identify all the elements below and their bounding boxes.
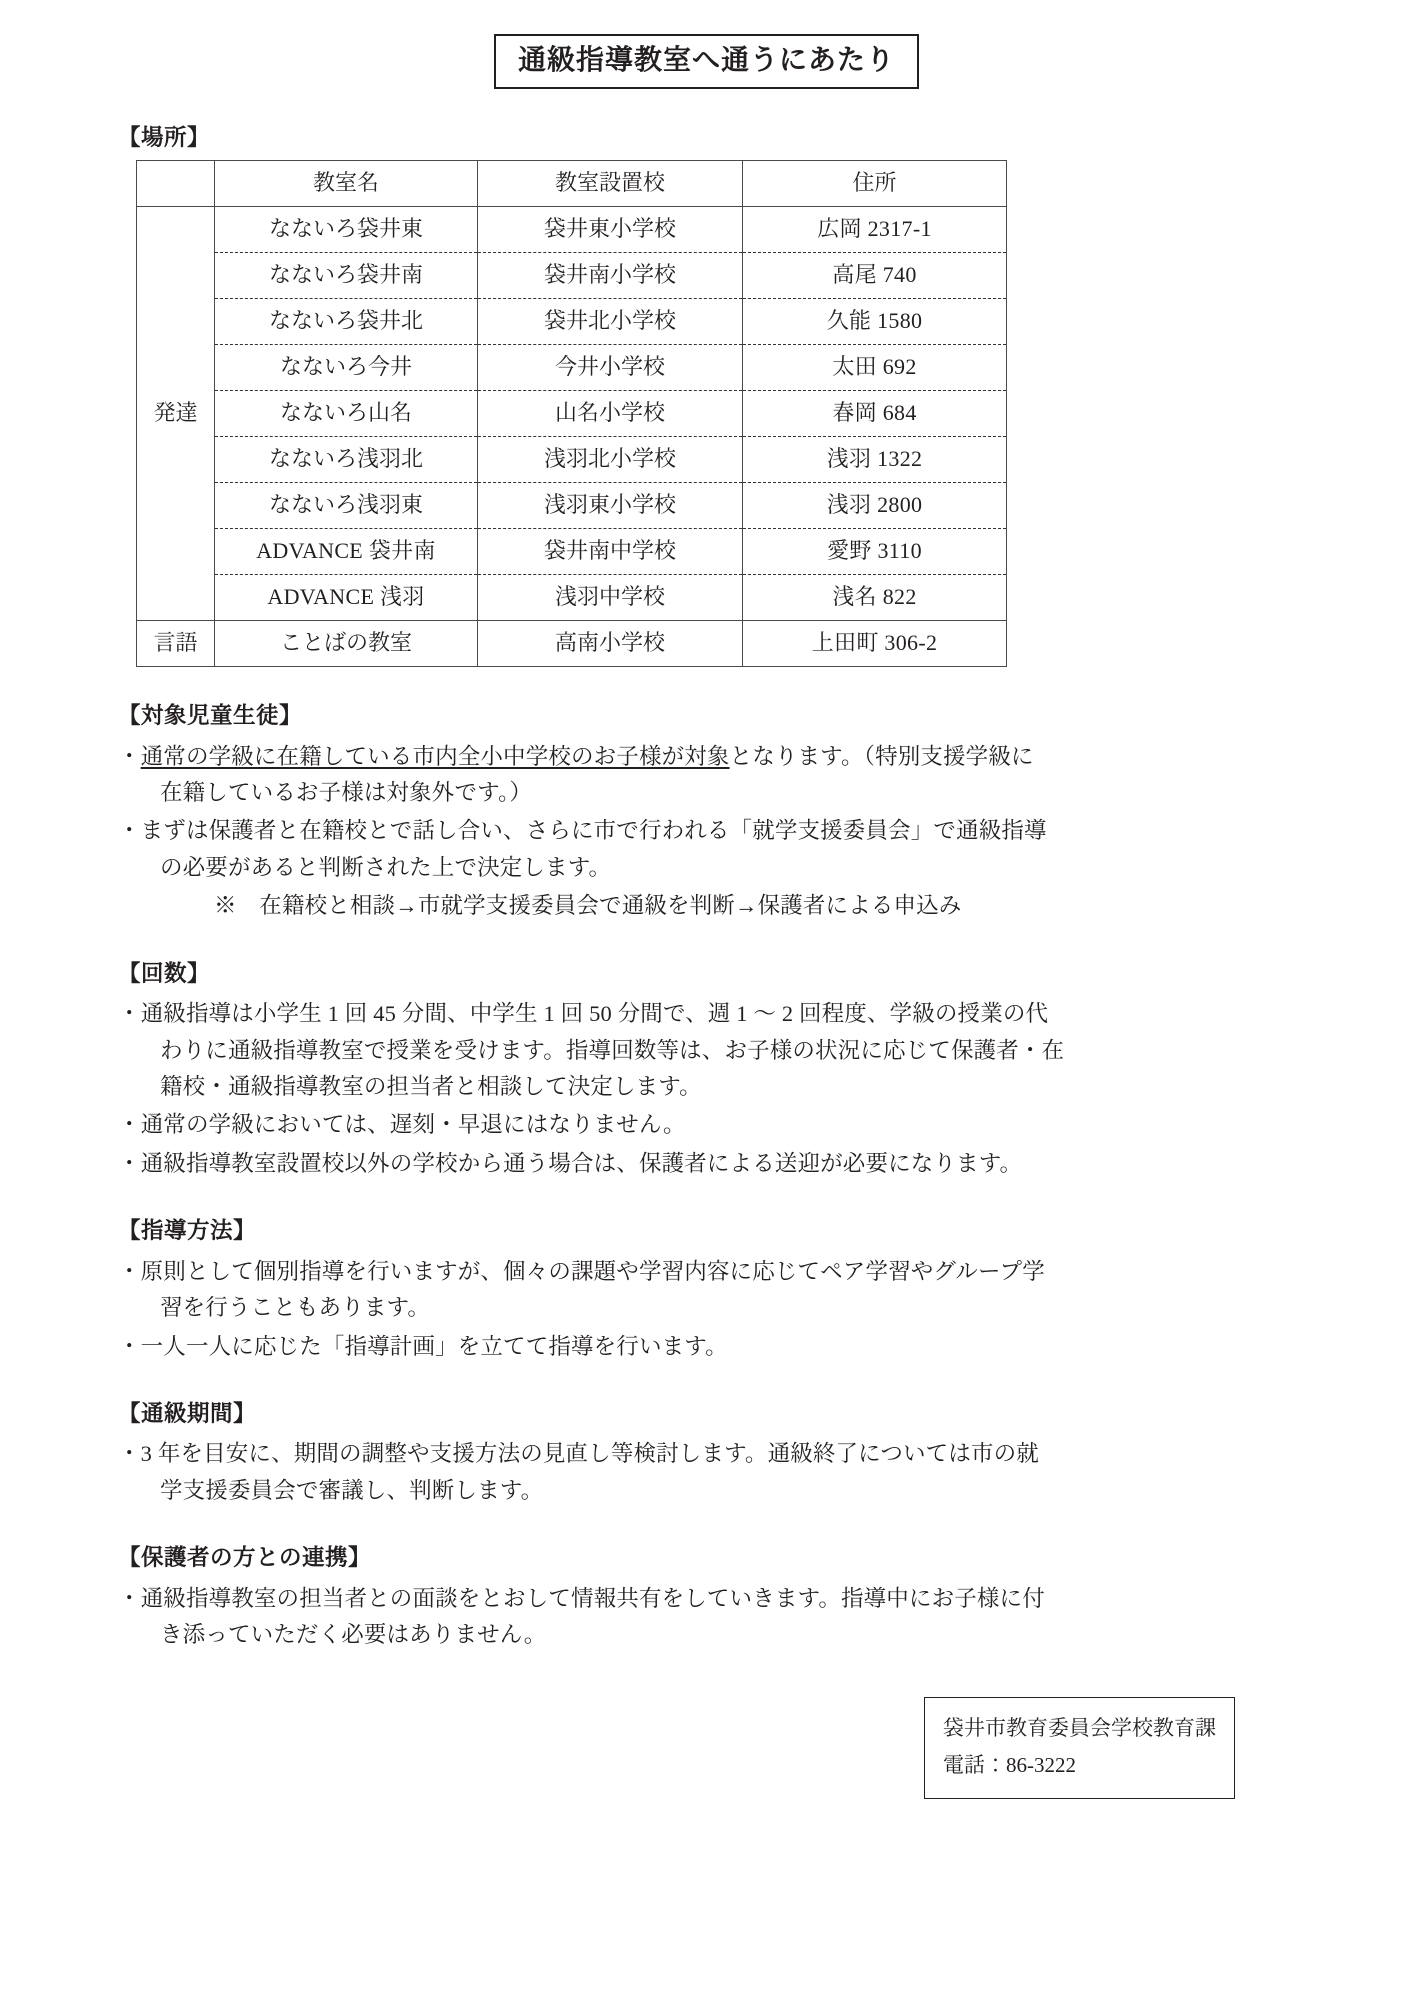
category-development: 発達 (137, 207, 215, 621)
section-heading-period: 【通級期間】 (118, 1400, 257, 1427)
bullet-marker: ・ (118, 1585, 141, 1611)
list-item-text: 3 年を目安に、期間の調整や支援方法の見直し等検討します。通級終了については市の就 (140, 1441, 1039, 1467)
list-item (118, 996, 1295, 1105)
bullet-marker: ・ (118, 818, 141, 844)
table-row (137, 575, 1007, 621)
cell-address: 上田町 306-2 (743, 621, 1007, 667)
header-address: 住所 (743, 161, 1007, 207)
list-item-text: 通常の学級においては、遅刻・早退にはなりません。 (140, 1112, 686, 1138)
table-row (137, 529, 1007, 575)
table-row (137, 483, 1007, 529)
cell-host-school: 袋井南中学校 (478, 529, 743, 575)
cell-host-school: 浅羽東小学校 (478, 483, 743, 529)
list-item-continuation: わりに通級指導教室で授業を受けます。指導回数等は、お子様の状況に応じて保護者・在 (160, 1037, 1065, 1063)
places-table-wrap (136, 160, 1295, 667)
cell-host-school: 浅羽中学校 (478, 575, 743, 621)
footer-row (118, 1697, 1235, 1799)
list-item-text: まずは保護者と在籍校とで話し合い、さらに市で行われる「就学支援委員会」で通級指導 (140, 818, 1047, 844)
list-item-continuation: き添っていただく必要はありません。 (160, 1622, 547, 1648)
method-body (118, 1254, 1295, 1365)
bullet-marker: ・ (118, 1333, 141, 1359)
cell-address: 愛野 3110 (743, 529, 1007, 575)
cell-host-school: 袋井北小学校 (478, 299, 743, 345)
table-row (137, 299, 1007, 345)
table-row (137, 207, 1007, 253)
list-item (118, 1146, 1295, 1182)
cell-address: 広岡 2317-1 (743, 207, 1007, 253)
list-item-text: 原則として個別指導を行いますが、個々の課題や学習内容に応じてペア学習やグループ学 (140, 1258, 1045, 1284)
list-item-continuation: 籍校・通級指導教室の担当者と相談して決定します。 (160, 1073, 702, 1099)
cell-address: 太田 692 (743, 345, 1007, 391)
cell-classroom-name: ことばの教室 (215, 621, 478, 667)
cell-host-school: 浅羽北小学校 (478, 437, 743, 483)
frequency-body (118, 996, 1295, 1182)
list-item (118, 1436, 1295, 1509)
contact-office: 袋井市教育委員会学校教育課 (943, 1716, 1216, 1741)
cell-host-school: 袋井南小学校 (478, 253, 743, 299)
section-heading-frequency: 【回数】 (118, 960, 211, 987)
header-classroom-name: 教室名 (215, 161, 478, 207)
period-body (118, 1436, 1295, 1509)
cell-classroom-name: ADVANCE 袋井南 (215, 529, 478, 575)
list-item (118, 1581, 1295, 1654)
cell-classroom-name: なないろ浅羽北 (215, 437, 478, 483)
table-row (137, 391, 1007, 437)
cell-classroom-name: なないろ今井 (215, 345, 478, 391)
section-heading-method: 【指導方法】 (118, 1218, 257, 1245)
list-item (118, 813, 1295, 886)
emphasis-text: 通常の学級に在籍している市内全小中学校のお子様が対象 (140, 743, 730, 769)
section-heading-target-students: 【対象児童生徒】 (118, 703, 303, 730)
cell-classroom-name: なないろ袋井南 (215, 253, 478, 299)
list-item (118, 1254, 1295, 1327)
cell-host-school: 袋井東小学校 (478, 207, 743, 253)
target-students-body (118, 739, 1295, 925)
cooperation-body (118, 1581, 1295, 1654)
cell-host-school: 山名小学校 (478, 391, 743, 437)
bullet-marker: ・ (118, 1441, 141, 1467)
title-row (118, 34, 1295, 89)
bullet-marker: ・ (118, 743, 141, 769)
cell-classroom-name: なないろ浅羽東 (215, 483, 478, 529)
list-item-text: 通級指導は小学生 1 回 45 分間、中学生 1 回 50 分間で、週 1 ～ 2 回程度、学級の授業の代 (140, 1001, 1049, 1027)
cell-address: 浅羽 2800 (743, 483, 1007, 529)
table-row (137, 437, 1007, 483)
bullet-marker: ・ (118, 1258, 141, 1284)
list-item-text: 一人一人に応じた「指導計画」を立てて指導を行います。 (140, 1333, 728, 1359)
cell-address: 久能 1580 (743, 299, 1007, 345)
section-heading-cooperation: 【保護者の方との連携】 (118, 1545, 372, 1572)
cell-classroom-name: なないろ山名 (215, 391, 478, 437)
list-item-continuation: 習を行うこともあります。 (160, 1295, 431, 1321)
cell-address: 春岡 684 (743, 391, 1007, 437)
list-item-text: 通級指導教室の担当者との面談をとおして情報共有をしていきます。指導中にお子様に付 (140, 1585, 1045, 1611)
page-title: 通級指導教室へ通うにあたり (494, 34, 919, 89)
places-table (136, 160, 1007, 667)
cell-address: 浅羽 1322 (743, 437, 1007, 483)
list-item (118, 1107, 1295, 1143)
bullet-marker: ・ (118, 1001, 141, 1027)
list-item (118, 1329, 1295, 1365)
table-row (137, 621, 1007, 667)
list-item-continuation: 在籍しているお子様は対象外です。） (160, 779, 533, 805)
cell-host-school: 今井小学校 (478, 345, 743, 391)
table-header-row (137, 161, 1007, 207)
cell-classroom-name: なないろ袋井北 (215, 299, 478, 345)
cell-address: 高尾 740 (743, 253, 1007, 299)
cell-host-school: 高南小学校 (478, 621, 743, 667)
section-heading-places: 【場所】 (118, 124, 211, 151)
list-item-text: となります。（特別支援学級に (729, 743, 1034, 769)
header-host-school: 教室設置校 (478, 161, 743, 207)
table-row (137, 345, 1007, 391)
bullet-marker: ・ (118, 1150, 141, 1176)
cell-classroom-name: ADVANCE 浅羽 (215, 575, 478, 621)
table-row (137, 253, 1007, 299)
cell-address: 浅名 822 (743, 575, 1007, 621)
list-item-continuation: の必要があると判断された上で決定します。 (160, 854, 612, 880)
bullet-marker: ・ (118, 1112, 141, 1138)
cell-classroom-name: なないろ袋井東 (215, 207, 478, 253)
list-item (118, 739, 1295, 812)
list-item-text: 通級指導教室設置校以外の学校から通う場合は、保護者による送迎が必要になります。 (140, 1150, 1023, 1176)
header-category (137, 161, 215, 207)
contact-phone: 電話：86-3222 (943, 1753, 1076, 1778)
contact-box (924, 1697, 1235, 1799)
category-language: 言語 (137, 621, 215, 667)
target-students-note: ※ 在籍校と相談→市就学支援委員会で通級を判断→保護者による申込み (214, 893, 962, 919)
list-item-continuation: 学支援委員会で審議し、判断します。 (160, 1477, 544, 1503)
